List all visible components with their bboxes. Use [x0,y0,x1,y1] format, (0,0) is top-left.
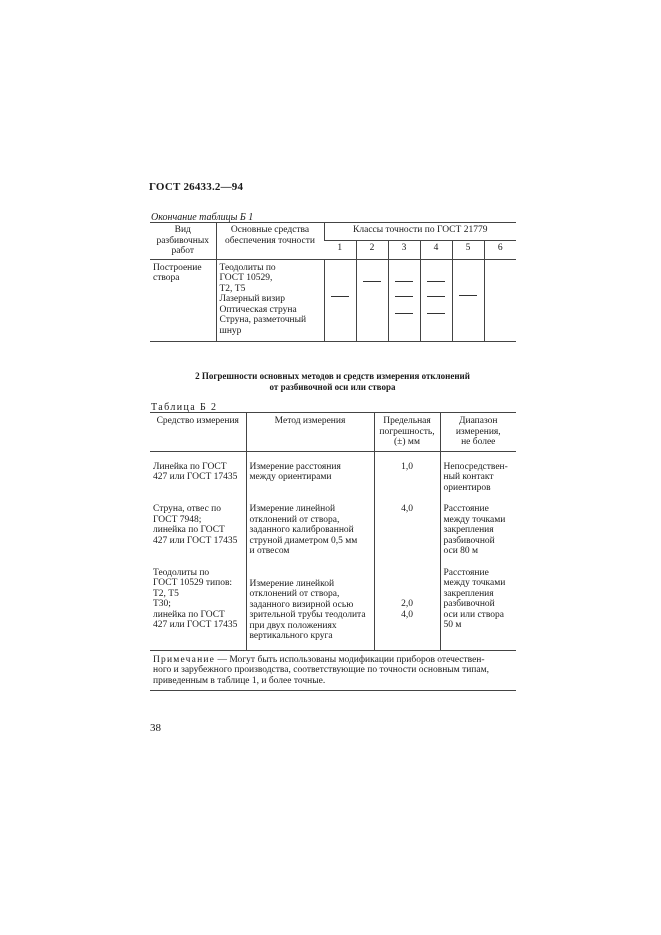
range-cell: Расстояние между точками закрепления разбивочной оси или створа 50 м [440,565,516,651]
class-number: 2 [356,241,388,259]
class-number: 3 [388,241,420,259]
col-header-means: Основные средства обеспечения точности [216,223,324,260]
class-cell-3 [388,259,420,341]
col-header-work-type: Вид разбивочных работ [150,223,216,260]
class-cell-4 [420,259,452,341]
table-row [150,259,516,341]
table-note [150,650,516,691]
range-cell: Непосредствен- ный контакт ориентиров [440,451,516,501]
col-header-method: Метод измерения [246,413,374,452]
class-number: 5 [452,241,484,259]
error-cell: 2,0 4,0 [374,565,440,651]
table-row [150,451,516,501]
table-b2 [150,412,516,691]
class-cell-5 [452,259,484,341]
table-row [150,501,516,565]
means-cell: Теодолиты по ГОСТ 10529, Т2, Т5 Лазерный визир Оптическая струна Струна, разметочный шнур [216,259,324,341]
table-note-row [150,650,516,691]
error-cell: 4,0 [374,501,440,565]
class-cell-6 [484,259,516,341]
instrument-cell: Теодолиты по ГОСТ 10529 типов: Т2, Т5 Т30; линейка по ГОСТ 427 или ГОСТ 17435 [153,567,238,630]
range-cell: Расстояние между точками закрепления разбивочной оси 80 м [440,501,516,565]
instrument-cell: Линейка по ГОСТ 427 или ГОСТ 17435 [153,461,238,482]
section-title: 2 Погрешности основных методов и средств измерения отклонений от разбивочной оси или створа [195,371,470,392]
method-cell: Измерение линейкой отклонений от створа, заданного визирной осью зрительной трубы теодолита при двух положениях вертикального круга [246,565,374,651]
method-cell: Измерение расстояния между ориентирами [246,451,374,501]
class-number: 6 [484,241,516,259]
document-code-header: ГОСТ 26433.2—94 [149,181,244,193]
note-label: Примечание [153,654,216,665]
col-header-error: Предельная погрешность, (±) мм [374,413,440,452]
table-b1 [150,222,516,342]
col-header-accuracy-classes: Классы точности по ГОСТ 21779 [324,223,516,241]
work-type-cell: Построение створа [150,259,216,341]
error-cell: 1,0 [374,451,440,501]
class-number: 4 [420,241,452,259]
table2-caption: Таблица Б 2 [151,402,218,413]
class-cell-1 [324,259,356,341]
instrument-cell: Струна, отвес по ГОСТ 7948; линейка по ГОСТ 427 или ГОСТ 17435 [153,504,238,546]
method-cell: Измерение линейной отклонений от створа, заданного калиброванной струной диаметром 0,5 мм и отвесом [246,501,374,565]
table1-caption: Окончание таблицы Б 1 [151,212,254,223]
note-text: — Могут быть использованы модификации приборов отечествен- ного и зарубежного производства, соответствующие по точности основным типам, приведенным в таблице 1, и более точные. [153,654,489,686]
table-row [150,565,516,651]
col-header-range: Диапазон измерения, не более [440,413,516,452]
col-header-instrument: Средство измерения [150,413,246,452]
page-number: 38 [150,722,161,734]
class-number: 1 [324,241,356,259]
class-cell-2 [356,259,388,341]
